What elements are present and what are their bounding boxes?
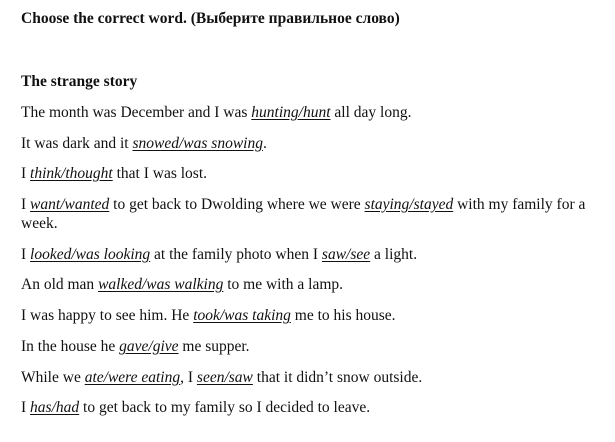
sentence-5: I looked/was looking at the family photo when I saw/see a light.: [21, 246, 418, 263]
sentence-1: The month was December and I was hunting/hunt all day long.: [21, 104, 412, 121]
sentence-2: It was dark and it snowed/was snowing.: [21, 135, 267, 152]
word-choice: saw/see: [321, 246, 371, 263]
sentence-8: In the house he gave/give me supper.: [21, 338, 250, 355]
exercise-instruction: Choose the correct word. (Выберите правильное слово): [21, 10, 400, 27]
sentence-9: While we ate/were eating, I seen/saw that it didn’t snow outside.: [21, 369, 423, 386]
word-choice: gave/give: [119, 338, 179, 355]
sentence-7: I was happy to see him. He took/was taking me to his house.: [21, 307, 396, 324]
sentence-6: An old man walked/was walking to me with a lamp.: [21, 276, 344, 293]
word-choice: took/was taking: [193, 307, 291, 324]
word-choice: walked/was walking: [98, 276, 224, 293]
sentence-10: I has/had to get back to my family so I decided to leave.: [21, 399, 371, 416]
sentence-4: I want/wanted to get back to Dwolding where we were staying/stayed with my family for a week.: [21, 196, 586, 232]
word-choice: seen/saw: [196, 369, 253, 386]
word-choice: staying/stayed: [364, 196, 454, 213]
word-choice: want/wanted: [30, 196, 110, 213]
word-choice: has/had: [30, 399, 80, 416]
word-choice: snowed/was snowing: [132, 135, 263, 152]
sentence-3: I think/thought that I was lost.: [21, 165, 207, 182]
word-choice: think/thought: [30, 165, 113, 182]
word-choice: hunting/hunt: [251, 104, 331, 121]
story-title: The strange story: [21, 73, 138, 90]
word-choice: looked/was looking: [30, 246, 151, 263]
word-choice: ate/were eating: [84, 369, 181, 386]
